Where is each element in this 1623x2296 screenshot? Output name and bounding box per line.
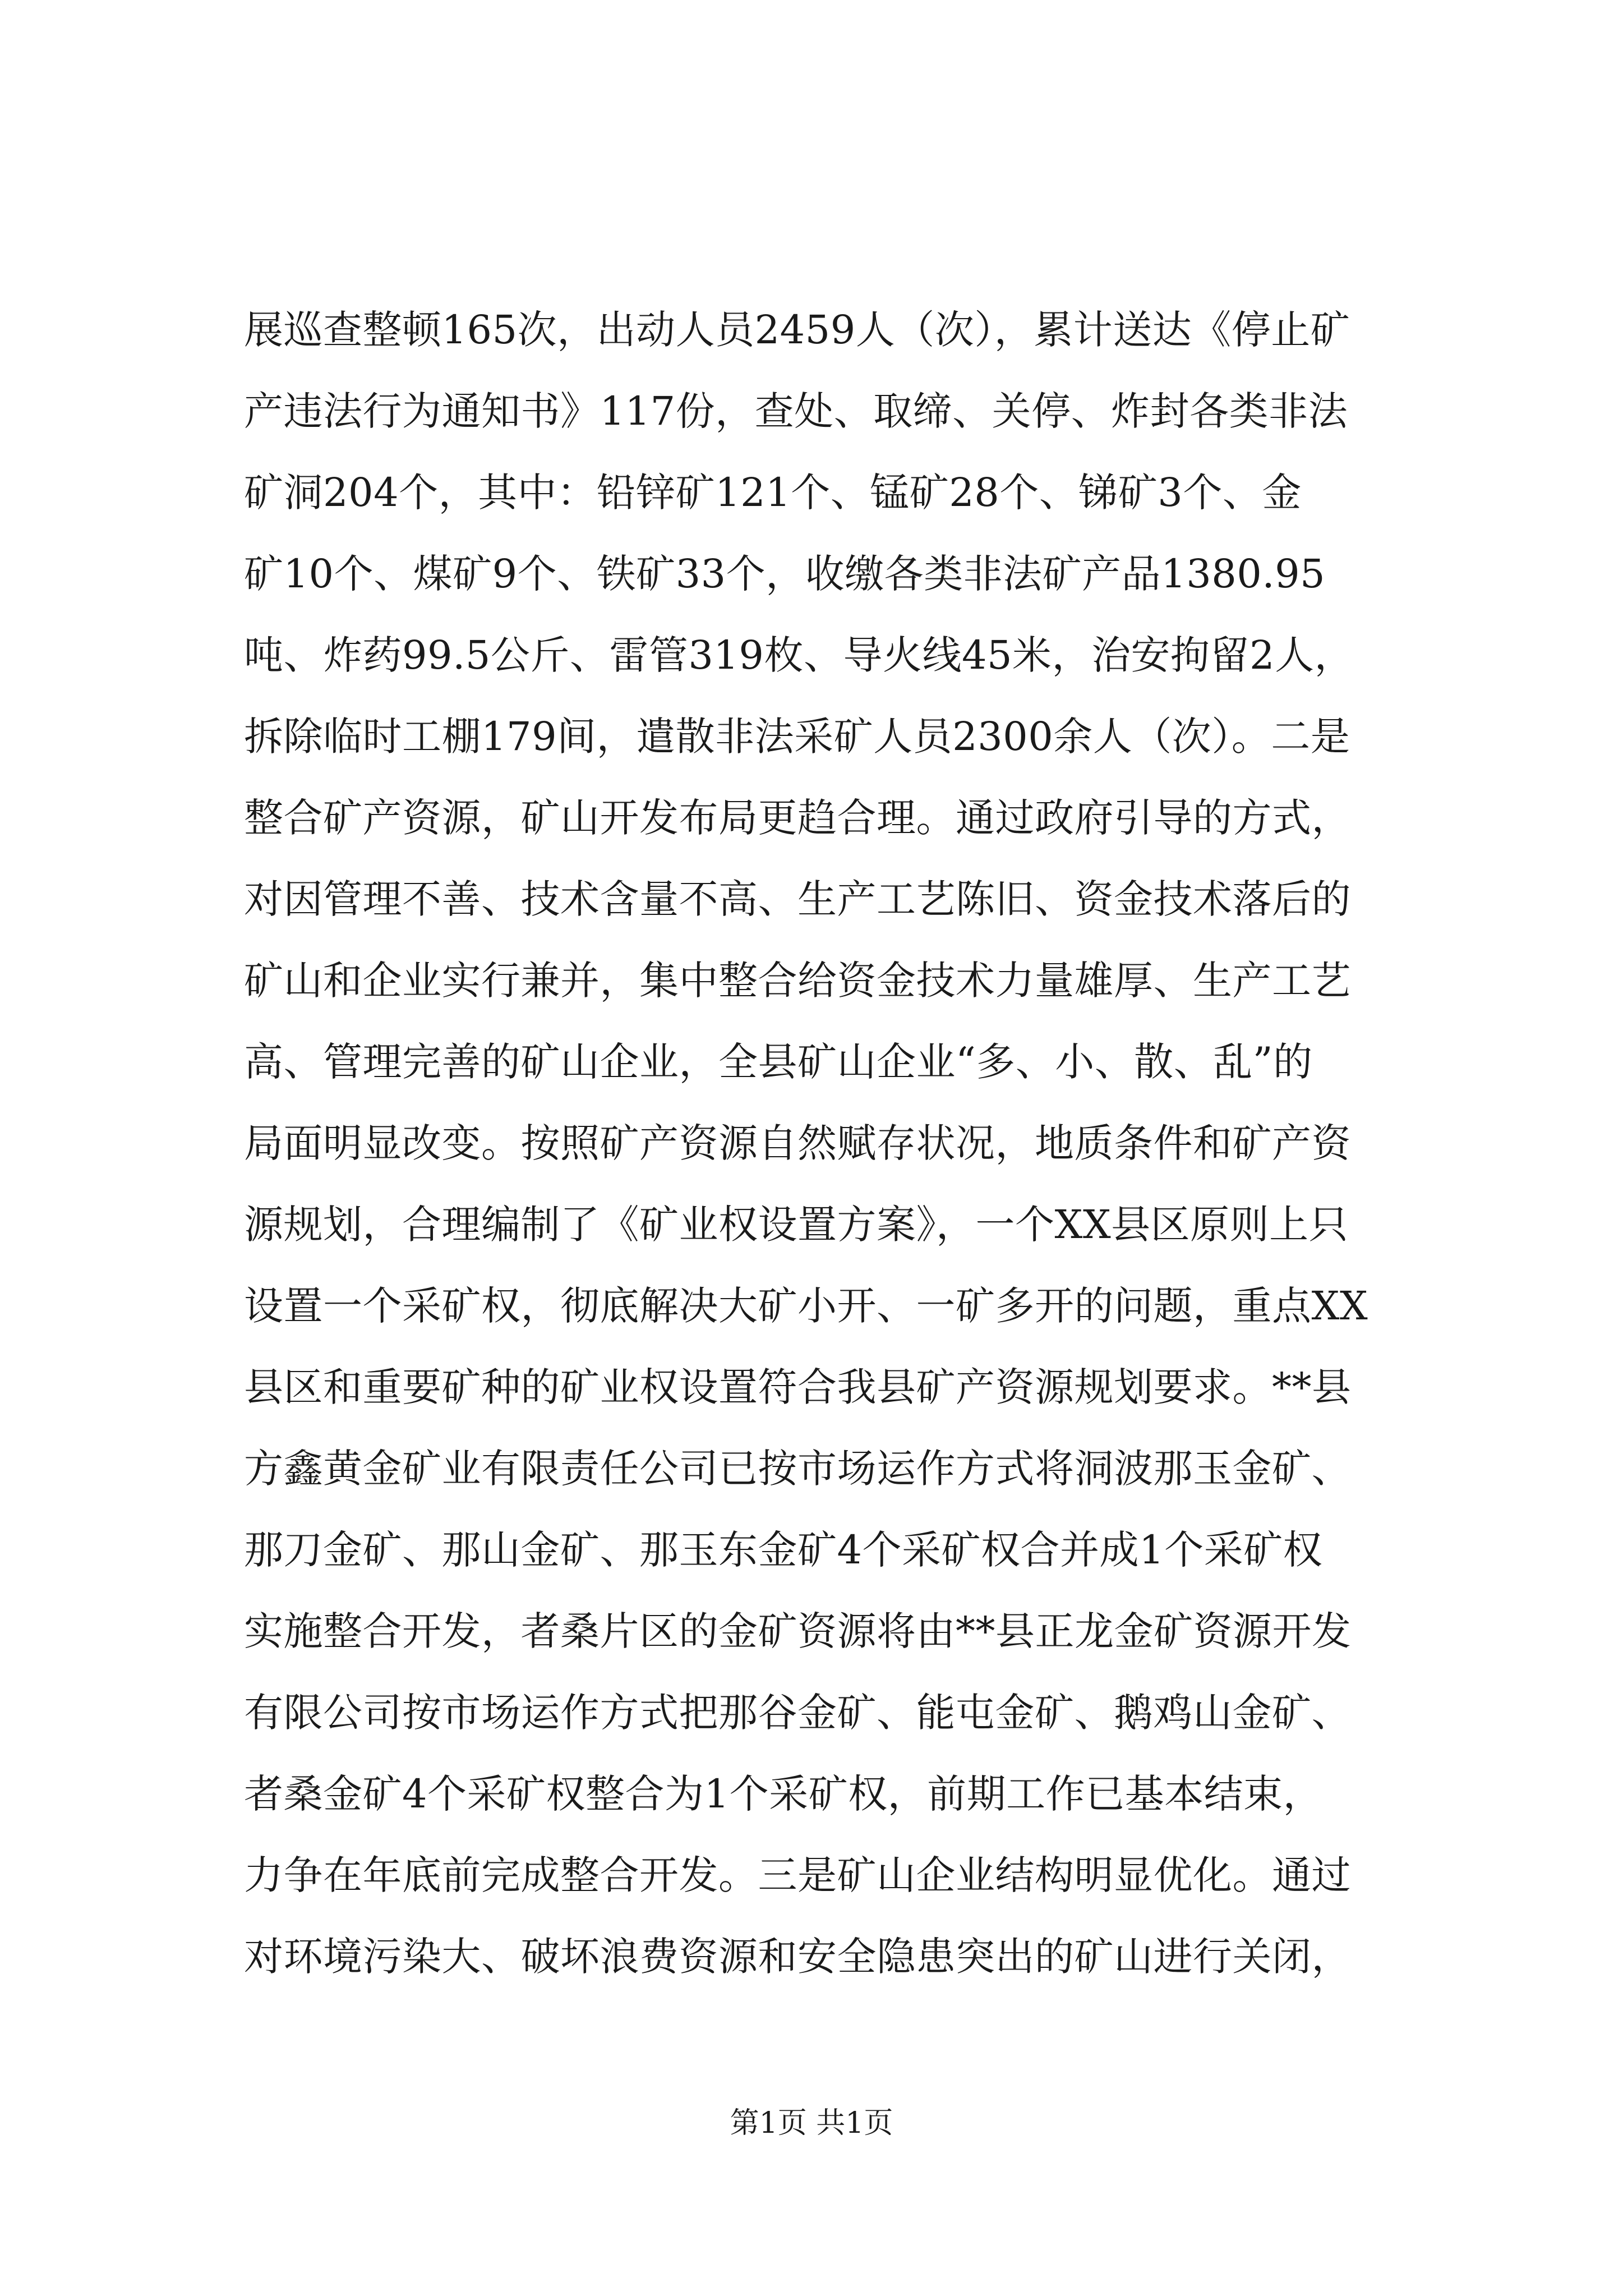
text-line: 设置一个采矿权，彻底解决大矿小开、一矿多开的问题，重点XX bbox=[244, 1283, 1368, 1329]
text-line: 对因管理不善、技术含量不高、生产工艺陈旧、资金技术落后的 bbox=[244, 876, 1351, 922]
text-line: 矿山和企业实行兼并，集中整合给资金技术力量雄厚、生产工艺 bbox=[244, 958, 1351, 1004]
page-footer: 第1页 共1页 bbox=[730, 2106, 893, 2140]
text-line: 县区和重要矿种的矿业权设置符合我县矿产资源规划要求。**县 bbox=[244, 1364, 1352, 1410]
text-line: 实施整合开发，者桑片区的金矿资源将由**县正龙金矿资源开发 bbox=[244, 1608, 1352, 1654]
text-line: 源规划，合理编制了《矿业权设置方案》，一个XX县区原则上只 bbox=[244, 1202, 1349, 1248]
text-line: 方鑫黄金矿业有限责任公司已按市场运作方式将洞波那玉金矿、 bbox=[244, 1446, 1351, 1492]
text-line: 者桑金矿4个采矿权整合为1个采矿权，前期工作已基本结束， bbox=[244, 1771, 1323, 1817]
text-line: 矿洞204个，其中：铅锌矿121个、锰矿28个、锑矿3个、金 bbox=[244, 470, 1302, 516]
body-paragraph bbox=[244, 289, 1467, 1998]
text-line: 有限公司按市场运作方式把那谷金矿、能屯金矿、鹅鸡山金矿、 bbox=[244, 1690, 1351, 1736]
text-line: 局面明显改变。按照矿产资源自然赋存状况，地质条件和矿产资 bbox=[244, 1120, 1351, 1166]
text-line: 高、管理完善的矿山企业，全县矿山企业“多、小、散、乱”的 bbox=[244, 1039, 1313, 1085]
text-line: 拆除临时工棚179间，遣散非法采矿人员2300余人（次）。二是 bbox=[244, 714, 1350, 760]
text-line: 对环境污染大、破坏浪费资源和安全隐患突出的矿山进行关闭， bbox=[244, 1934, 1351, 1980]
text-line: 整合矿产资源，矿山开发布局更趋合理。通过政府引导的方式， bbox=[244, 795, 1351, 841]
text-line: 力争在年底前完成整合开发。三是矿山企业结构明显优化。通过 bbox=[244, 1852, 1351, 1898]
text-line: 展巡查整顿165次，出动人员2459人（次），累计送达《停止矿 bbox=[244, 307, 1350, 353]
text-line: 吨、炸药99.5公斤、雷管319枚、导火线45米，治安拘留2人， bbox=[244, 632, 1354, 678]
text-line: 产违法行为通知书》117份，查处、取缔、关停、炸封各类非法 bbox=[244, 388, 1348, 434]
text-line: 那刀金矿、那山金矿、那玉东金矿4个采矿权合并成1个采矿权 bbox=[244, 1527, 1323, 1573]
text-line: 矿10个、煤矿9个、铁矿33个，收缴各类非法矿产品1380.95 bbox=[244, 551, 1326, 597]
